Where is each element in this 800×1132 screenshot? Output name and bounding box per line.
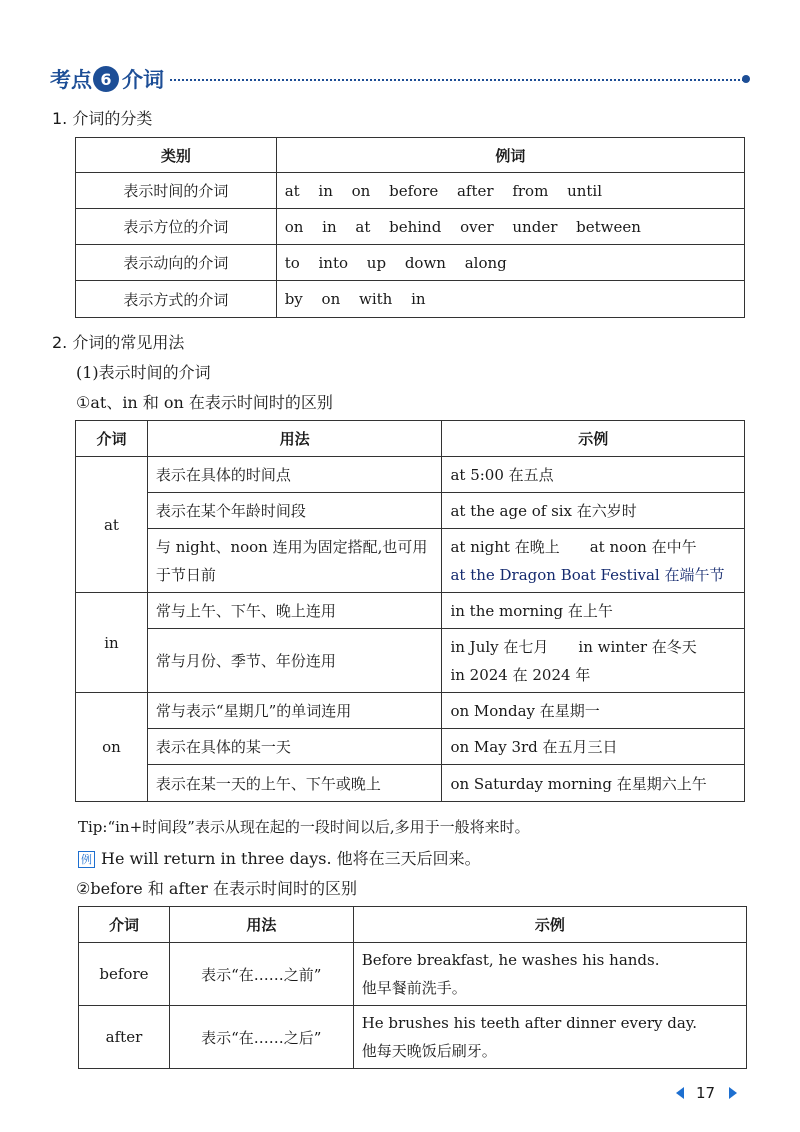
classification-table <box>75 137 745 318</box>
preposition-cell: on <box>76 693 148 802</box>
example-cell: at 5:00 在五点 <box>442 457 745 493</box>
usage-cell: 表示在具体的时间点 <box>147 457 442 493</box>
column-header: 类别 <box>76 138 277 173</box>
example-cell: in the morning 在上午 <box>442 593 745 629</box>
preposition-cell: at <box>76 457 148 593</box>
usage-cell: 常与表示“星期几”的单词连用 <box>147 693 442 729</box>
example-line: at the Dragon Boat Festival 在端午节 <box>450 565 725 584</box>
category-cell: 表示方式的介词 <box>76 281 277 318</box>
words-cell: to into up down along <box>276 245 744 281</box>
example-line: in 2024 在 2024 年 <box>450 665 591 684</box>
example-cell <box>353 1006 746 1069</box>
table-header-row <box>76 421 745 457</box>
section1-heading: 1. 介词的分类 <box>52 109 153 128</box>
table-row <box>76 209 745 245</box>
example-cell: at the age of six 在六岁时 <box>442 493 745 529</box>
words-cell: on in at behind over under between <box>276 209 744 245</box>
column-header: 用法 <box>147 421 442 457</box>
table-row <box>76 245 745 281</box>
words-cell: by on with in <box>276 281 744 318</box>
column-header: 示例 <box>353 907 746 943</box>
table-row <box>79 1006 747 1069</box>
example-icon: 例 <box>78 851 95 868</box>
category-cell: 表示时间的介词 <box>76 173 277 209</box>
section2-heading: 2. 介词的常见用法 <box>52 333 185 352</box>
example-cell: on Monday 在星期一 <box>442 693 745 729</box>
example-cell <box>442 629 745 693</box>
table-row <box>76 529 745 593</box>
header-end-dot <box>742 75 750 83</box>
at-in-on-table <box>75 420 745 802</box>
preposition-cell: in <box>76 593 148 693</box>
example-line: Before breakfast, he washes his hands. <box>361 951 660 969</box>
page-navigation <box>676 1084 737 1102</box>
usage-cell: 表示在某一天的上午、下午或晚上 <box>147 765 442 802</box>
subsection-heading: ②before 和 after 在表示时间时的区别 <box>76 879 357 898</box>
column-header: 介词 <box>79 907 170 943</box>
category-cell: 表示方位的介词 <box>76 209 277 245</box>
preposition-cell: after <box>79 1006 170 1069</box>
example-line: at night 在晚上 at noon 在中午 <box>450 537 697 556</box>
header-title <box>50 62 164 96</box>
next-page-arrow-icon[interactable] <box>729 1087 737 1099</box>
table-row <box>79 943 747 1006</box>
usage-cell: 与 night、noon 连用为固定搭配,也可用于节日前 <box>147 529 442 593</box>
header-prefix: 考点 <box>50 68 92 92</box>
usage-cell: 表示在具体的某一天 <box>147 729 442 765</box>
subsection-heading: ①at、in 和 on 在表示时间时的区别 <box>76 393 333 412</box>
table-row <box>76 693 745 729</box>
preposition-cell: before <box>79 943 170 1006</box>
category-cell: 表示动向的介词 <box>76 245 277 281</box>
section-header <box>50 62 750 96</box>
column-header: 介词 <box>76 421 148 457</box>
header-topic: 介词 <box>122 68 164 92</box>
page-number: 17 <box>696 1084 716 1102</box>
before-after-table <box>78 906 747 1069</box>
table-row <box>76 281 745 318</box>
words-cell: at in on before after from until <box>276 173 744 209</box>
table-row <box>76 729 745 765</box>
usage-cell: 常与上午、下午、晚上连用 <box>147 593 442 629</box>
column-header: 示例 <box>442 421 745 457</box>
example-cell: on May 3rd 在五月三日 <box>442 729 745 765</box>
example-sentence <box>78 846 481 869</box>
usage-cell: 表示“在……之后” <box>169 1006 353 1069</box>
table-header-row <box>76 138 745 173</box>
example-text: He will return in three days. 他将在三天后回来。 <box>101 849 481 868</box>
example-line: 他每天晚饭后刷牙。 <box>361 1042 497 1060</box>
tip-text: Tip:“in+时间段”表示从现在起的一段时间以后,多用于一般将来时。 <box>78 818 530 836</box>
column-header: 用法 <box>169 907 353 943</box>
table-row <box>76 457 745 493</box>
table-row <box>76 765 745 802</box>
header-dotted-rule <box>170 79 744 81</box>
example-line: He brushes his teeth after dinner every day. <box>361 1014 698 1032</box>
table-row <box>76 593 745 629</box>
column-header: 例词 <box>276 138 744 173</box>
table-header-row <box>79 907 747 943</box>
table-row <box>76 493 745 529</box>
table-row <box>76 173 745 209</box>
example-cell <box>353 943 746 1006</box>
example-cell: on Saturday morning 在星期六上午 <box>442 765 745 802</box>
usage-cell: 表示在某个年龄时间段 <box>147 493 442 529</box>
header-number-badge: 6 <box>93 66 119 92</box>
previous-page-arrow-icon[interactable] <box>676 1087 684 1099</box>
usage-cell: 表示“在……之前” <box>169 943 353 1006</box>
example-line: 他早餐前洗手。 <box>361 979 467 997</box>
example-line: in July 在七月 in winter 在冬天 <box>450 637 697 656</box>
subsection-heading: (1)表示时间的介词 <box>76 363 211 382</box>
usage-cell: 常与月份、季节、年份连用 <box>147 629 442 693</box>
example-cell <box>442 529 745 593</box>
table-row <box>76 629 745 693</box>
